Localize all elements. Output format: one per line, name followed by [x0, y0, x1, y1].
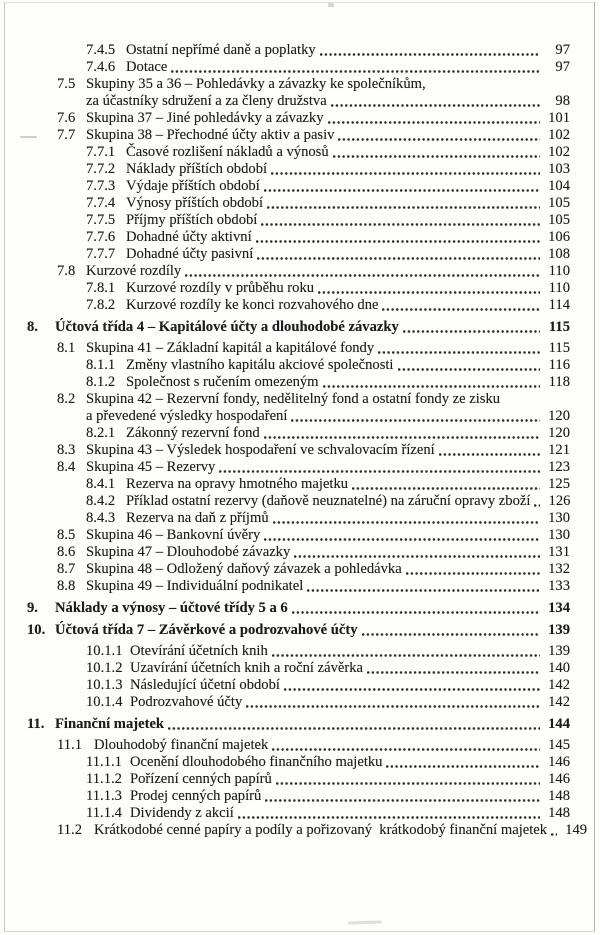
dot-leader: [168, 727, 540, 730]
entry-number: 9.: [27, 600, 38, 616]
entry-title: Kurzové rozdíly v průběhu roku: [126, 280, 315, 296]
page-number: 97: [555, 59, 570, 75]
page-number: 130: [548, 527, 570, 543]
toc-entry-continuation: [0, 93, 570, 110]
toc-entry: [0, 229, 570, 246]
page-number: 133: [548, 578, 570, 594]
page-number: 131: [548, 544, 570, 560]
entry-number: 8.1.1: [86, 357, 116, 373]
toc-entry: [0, 677, 570, 694]
entry-title: Příjmy příštích období: [126, 212, 258, 228]
toc-entry: [0, 76, 570, 93]
page-number: 103: [548, 161, 570, 177]
entry-title: Výnosy příštích období: [126, 195, 264, 211]
page-frame-top: [4, 2, 595, 3]
page-number: 115: [548, 340, 570, 356]
entry-title: Skupina 48 – Odložený daňový závazek a pohledávka: [86, 561, 402, 577]
page-number: 130: [548, 510, 570, 526]
entry-title: Náklady příštích období: [126, 161, 268, 177]
toc-entry: [0, 319, 570, 336]
entry-number: 8.4.2: [86, 493, 116, 509]
dot-leader: [246, 705, 540, 708]
page-number: 114: [548, 297, 570, 313]
dot-leader: [333, 155, 540, 158]
entry-number: 8.1.2: [86, 374, 116, 390]
entry-number: 7.8.2: [86, 297, 116, 313]
entry-number: 8.2.1: [86, 425, 116, 441]
page-number: 145: [548, 737, 570, 753]
entry-title: Ocenění dlouhodobého finančního majetku: [130, 754, 383, 770]
entry-number: 11.: [27, 716, 45, 732]
entry-title: Skupina 37 – Jiné pohledávky a závazky: [86, 110, 324, 126]
entry-title: Dotace: [126, 59, 168, 75]
entry-title: Otevírání účetních knih: [130, 643, 268, 659]
toc-entry: [0, 263, 570, 280]
entry-title: Dohadné účty pasivní: [126, 246, 254, 262]
dot-leader: [264, 436, 540, 439]
dot-leader: [272, 654, 540, 657]
page-number: 102: [548, 144, 570, 160]
entry-number: 8.1: [57, 340, 76, 356]
entry-title: Účtová třída 7 – Závěrkové a podrozvahové účty: [55, 622, 358, 638]
dot-leader: [367, 671, 540, 674]
page-number: 98: [555, 93, 570, 109]
toc-entry: [0, 561, 570, 578]
page-number: 148: [548, 788, 570, 804]
toc-entry: [0, 527, 570, 544]
toc-entry: [0, 280, 570, 297]
dot-leader: [265, 799, 540, 802]
entry-title: Prodej cenných papírů: [130, 788, 262, 804]
entry-title-continued: za účastníky sdružení a za členy družstva: [86, 93, 327, 109]
page-number: 148: [548, 805, 570, 821]
entry-title: Skupiny 35 a 36 – Pohledávky a závazky ke společníkům,: [86, 76, 426, 92]
page-number: 149: [565, 822, 588, 838]
dot-leader: [320, 53, 540, 56]
dot-leader: [307, 589, 540, 592]
entry-title: Kurzové rozdíly ke konci rozvahového dne: [126, 297, 379, 313]
entry-number: 7.7.4: [86, 195, 116, 211]
entry-number: 8.4.3: [86, 510, 116, 526]
page-number: 115: [548, 319, 570, 335]
page-number: 104: [548, 178, 570, 194]
entry-number: 7.4.6: [86, 59, 116, 75]
entry-title: Skupina 42 – Rezervní fondy, nedělitelný fond a ostatní fondy ze zisku: [86, 391, 501, 407]
entry-number: 7.5: [57, 76, 76, 92]
page-number: 142: [548, 694, 570, 710]
toc-entry: [0, 357, 570, 374]
toc-entry: [0, 425, 570, 442]
dot-leader: [352, 487, 540, 490]
toc-entry: [0, 212, 570, 229]
entry-title: Rezerva na opravy hmotného majetku: [126, 476, 349, 492]
toc-entry: [0, 822, 588, 839]
page-number: 146: [548, 771, 570, 787]
dot-leader: [382, 308, 540, 311]
page-number: 120: [548, 425, 570, 441]
entry-number: 7.8.1: [86, 280, 116, 296]
entry-title: Dohadné účty aktivní: [126, 229, 252, 245]
toc-entry: [0, 788, 570, 805]
toc-entry-continuation: [0, 408, 570, 425]
entry-number: 7.7.5: [86, 212, 116, 228]
dot-leader: [398, 368, 541, 371]
entry-title: Časové rozlišení nákladů a výnosů: [126, 144, 329, 160]
entry-number: 8.5: [57, 527, 76, 543]
dot-leader: [257, 257, 540, 260]
entry-number: 8.6: [57, 544, 76, 560]
entry-number: 7.7.7: [86, 246, 116, 262]
toc-entry: [0, 660, 570, 677]
entry-title: Skupina 47 – Dlouhodobé závazky: [86, 544, 291, 560]
entry-title-continued: a převedené výsledky hospodaření: [86, 408, 288, 424]
toc-entry: [0, 622, 570, 639]
entry-title: Finanční majetek: [55, 716, 165, 732]
toc-entry: [0, 110, 570, 127]
toc-entry: [0, 544, 570, 561]
entry-number: 11.1.4: [86, 805, 122, 821]
entry-title: Účtová třída 4 – Kapitálové účty a dlouhodobé závazky: [55, 319, 399, 335]
entry-title: Dlouhodobý finanční majetek: [94, 737, 269, 753]
dot-leader: [534, 504, 540, 507]
dot-leader: [264, 189, 540, 192]
dot-leader: [331, 104, 540, 107]
dot-leader: [378, 351, 540, 354]
entry-number: 8.7: [57, 561, 76, 577]
dot-leader: [171, 70, 540, 73]
toc-entry: [0, 374, 570, 391]
entry-title: Výdaje příštích období: [126, 178, 260, 194]
scan-artifact-top-mark: [328, 3, 334, 7]
page-number: 121: [548, 442, 570, 458]
entry-number: 8.8: [57, 578, 76, 594]
toc-entry: [0, 127, 570, 144]
dot-leader: [291, 419, 540, 422]
page-number: 97: [555, 42, 570, 58]
entry-title: Skupina 46 – Bankovní úvěry: [86, 527, 261, 543]
page-number: 116: [548, 357, 570, 373]
toc-entry: [0, 510, 570, 527]
toc-entry: [0, 643, 570, 660]
dot-leader: [276, 782, 540, 785]
entry-number: 7.7.3: [86, 178, 116, 194]
entry-title: Dividendy z akcií: [130, 805, 234, 821]
toc-entry: [0, 391, 570, 408]
page-number: 140: [548, 660, 570, 676]
entry-number: 7.7.6: [86, 229, 116, 245]
entry-title: Následující účetní období: [130, 677, 280, 693]
entry-number: 7.7.2: [86, 161, 116, 177]
entry-title: Příklad ostatní rezervy (daňově neuznatelné) na záruční opravy zboží: [126, 493, 531, 509]
page-number: 139: [548, 622, 570, 638]
page-number: 126: [548, 493, 571, 509]
toc-entry: [0, 694, 570, 711]
dot-leader: [318, 291, 540, 294]
entry-title: Ostatní nepřímé daně a poplatky: [126, 42, 316, 58]
dot-leader: [338, 138, 540, 141]
entry-number: 11.2: [57, 822, 82, 838]
toc-entry: [0, 476, 570, 493]
page-number: 110: [548, 280, 570, 296]
toc-entry: [0, 771, 570, 788]
entry-title: Změny vlastního kapitálu akciové společnosti: [126, 357, 394, 373]
page-number: 118: [548, 374, 570, 390]
dot-leader: [256, 240, 540, 243]
toc-entry: [0, 493, 570, 510]
entry-title: Skupina 45 – Rezervy: [86, 459, 216, 475]
entry-number: 10.1.1: [86, 643, 123, 659]
entry-number: 7.7: [57, 127, 76, 143]
toc-entry: [0, 578, 570, 595]
entry-title: Zákonný rezervní fond: [126, 425, 260, 441]
toc-entry: [0, 716, 570, 733]
dot-leader: [362, 633, 540, 636]
page-number: 102: [548, 127, 570, 143]
toc-entry: [0, 195, 570, 212]
page-number: 132: [548, 561, 570, 577]
dot-leader: [551, 833, 557, 836]
entry-title: Kurzové rozdíly: [86, 263, 182, 279]
entry-title: Společnost s ručením omezeným: [126, 374, 319, 390]
dot-leader: [294, 555, 540, 558]
dot-leader: [284, 688, 540, 691]
dot-leader: [439, 453, 540, 456]
entry-title: Pořízení cenných papírů: [130, 771, 272, 787]
entry-number: 11.1.3: [86, 788, 122, 804]
dot-leader: [403, 330, 540, 333]
toc-entry: [0, 144, 570, 161]
page-number: 123: [548, 459, 570, 475]
dot-leader: [264, 538, 540, 541]
page-number: 108: [548, 246, 570, 262]
dot-leader: [292, 611, 540, 614]
entry-title: Podrozvahové účty: [130, 694, 243, 710]
dot-leader: [272, 748, 540, 751]
entry-number: 10.1.3: [86, 677, 123, 693]
toc-entry: [0, 805, 570, 822]
entry-title: Skupina 43 – Výsledek hospodaření ve schvalovacím řízení: [86, 442, 435, 458]
toc-entry: [0, 246, 570, 263]
entry-number: 8.: [27, 319, 38, 335]
toc-entry: [0, 737, 570, 754]
dot-leader: [386, 765, 540, 768]
page-frame-bottom: [4, 931, 595, 932]
entry-number: 8.4: [57, 459, 76, 475]
page-number: 134: [548, 600, 570, 616]
page-number: 101: [548, 110, 570, 126]
entry-title: Skupina 38 – Přechodné účty aktiv a pasiv: [86, 127, 335, 143]
toc-list: [0, 42, 600, 839]
entry-title: Rezerva na daň z příjmů: [126, 510, 269, 526]
dot-leader: [273, 521, 540, 524]
page-number: 106: [548, 229, 570, 245]
toc-entry: [0, 459, 570, 476]
scan-artifact-bottom-smudge: [348, 920, 382, 924]
dot-leader: [328, 121, 541, 124]
entry-number: 7.8: [57, 263, 76, 279]
entry-number: 8.3: [57, 442, 76, 458]
entry-number: 11.1.2: [86, 771, 122, 787]
entry-title: Skupina 41 – Základní kapitál a kapitálové fondy: [86, 340, 375, 356]
dot-leader: [261, 223, 540, 226]
entry-number: 10.1.2: [86, 660, 123, 676]
toc-entry: [0, 297, 570, 314]
entry-number: 8.2: [57, 391, 76, 407]
page-number: 144: [548, 716, 570, 732]
entry-title: Náklady a výnosy – účtové třídy 5 a 6: [55, 600, 288, 616]
dot-leader: [267, 206, 540, 209]
page-number: 120: [548, 408, 570, 424]
toc-entry: [0, 600, 570, 617]
page-number: 110: [548, 263, 570, 279]
entry-title: Uzavírání účetních knih a roční závěrka: [130, 660, 363, 676]
toc-entry: [0, 340, 570, 357]
dot-leader: [406, 572, 540, 575]
toc-entry: [0, 59, 570, 76]
toc-entry: [0, 42, 570, 59]
entry-number: 7.7.1: [86, 144, 116, 160]
entry-title: Skupina 49 – Individuální podnikatel: [86, 578, 304, 594]
dot-leader: [323, 385, 540, 388]
toc-entry: [0, 754, 570, 771]
page-number: 105: [548, 212, 570, 228]
toc-entry: [0, 178, 570, 195]
entry-number: 10.1.4: [86, 694, 123, 710]
page-number: 105: [548, 195, 570, 211]
entry-title: Krátkodobé cenné papíry a podíly a pořizovaný krátkodobý finanční majetek: [94, 822, 548, 838]
entry-number: 11.1: [57, 737, 82, 753]
toc-entry: [0, 442, 570, 459]
entry-number: 11.1.1: [86, 754, 122, 770]
page-number: 142: [548, 677, 570, 693]
page-number: 125: [548, 476, 570, 492]
dot-leader: [185, 274, 540, 277]
page-number: 139: [548, 643, 570, 659]
toc-entry: [0, 161, 570, 178]
entry-number: 7.6: [57, 110, 76, 126]
dot-leader: [219, 470, 540, 473]
dot-leader: [271, 172, 540, 175]
entry-number: 8.4.1: [86, 476, 116, 492]
entry-number: 7.4.5: [86, 42, 116, 58]
page-number: 146: [548, 754, 570, 770]
dot-leader: [238, 816, 540, 819]
entry-number: 10.: [27, 622, 46, 638]
